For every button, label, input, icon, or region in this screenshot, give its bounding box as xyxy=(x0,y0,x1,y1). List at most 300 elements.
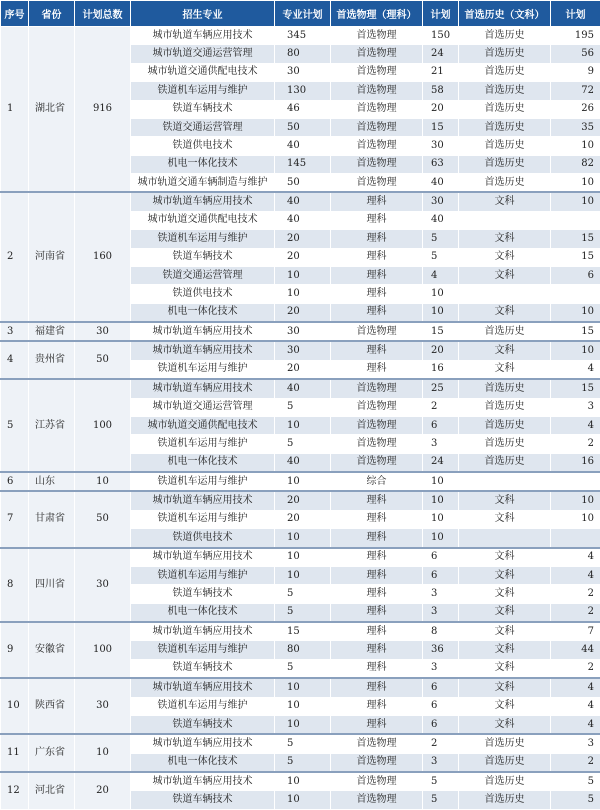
physics-track: 首选物理 xyxy=(331,174,423,193)
history-track: 文科 xyxy=(459,491,551,510)
history-plan: 2 xyxy=(551,585,600,603)
history-track: 文科 xyxy=(459,566,551,584)
plan-table-body xyxy=(1,27,600,810)
major-plan: 10 xyxy=(275,548,331,567)
history-plan: 2 xyxy=(551,603,600,622)
physics-track: 理科 xyxy=(331,548,423,567)
major-plan: 10 xyxy=(275,566,331,584)
physics-track: 首选物理 xyxy=(331,379,423,398)
major-name: 城市轨道车辆应用技术 xyxy=(131,772,275,791)
province-name: 广东省 xyxy=(29,734,75,772)
physics-plan: 16 xyxy=(423,360,459,379)
history-plan: 6 xyxy=(551,266,600,284)
history-track: 文科 xyxy=(459,341,551,360)
major-plan: 20 xyxy=(275,360,331,379)
header-physics-plan: 计划 xyxy=(423,1,459,27)
history-plan: 26 xyxy=(551,100,600,118)
history-plan: 10 xyxy=(551,174,600,193)
major-plan: 40 xyxy=(275,137,331,155)
history-track: 文科 xyxy=(459,585,551,603)
table-row xyxy=(1,472,600,491)
physics-track: 理科 xyxy=(331,266,423,284)
history-track: 文科 xyxy=(459,622,551,641)
major-name: 铁道供电技术 xyxy=(131,285,275,303)
history-track: 首选历史 xyxy=(459,435,551,453)
major-plan: 40 xyxy=(275,211,331,229)
province-total-plan: 100 xyxy=(75,622,131,678)
major-plan: 10 xyxy=(275,285,331,303)
physics-plan: 21 xyxy=(423,63,459,81)
major-name: 城市轨道车辆应用技术 xyxy=(131,379,275,398)
history-track: 首选历史 xyxy=(459,453,551,472)
physics-plan: 58 xyxy=(423,82,459,100)
history-track: 文科 xyxy=(459,266,551,284)
history-plan: 10 xyxy=(551,303,600,322)
header-province: 省份 xyxy=(29,1,75,27)
history-plan xyxy=(551,285,600,303)
major-plan: 15 xyxy=(275,622,331,641)
physics-track: 理科 xyxy=(331,697,423,715)
physics-plan: 8 xyxy=(423,622,459,641)
province-name: 河北省 xyxy=(29,772,75,809)
major-name: 城市轨道车辆应用技术 xyxy=(131,734,275,753)
history-plan: 56 xyxy=(551,45,600,63)
history-track: 首选历史 xyxy=(459,398,551,416)
physics-plan: 40 xyxy=(423,211,459,229)
history-plan: 15 xyxy=(551,379,600,398)
history-plan: 15 xyxy=(551,248,600,266)
province-name: 贵州省 xyxy=(29,341,75,379)
physics-track: 理科 xyxy=(331,360,423,379)
major-plan: 10 xyxy=(275,266,331,284)
history-track: 文科 xyxy=(459,697,551,715)
major-name: 机电一体化技术 xyxy=(131,303,275,322)
history-track: 文科 xyxy=(459,230,551,248)
physics-track: 理科 xyxy=(331,303,423,322)
major-plan: 20 xyxy=(275,510,331,528)
major-name: 城市轨道交通车辆制造与维护 xyxy=(131,174,275,193)
major-plan: 30 xyxy=(275,322,331,341)
history-track: 首选历史 xyxy=(459,155,551,173)
physics-plan: 5 xyxy=(423,230,459,248)
physics-track: 首选物理 xyxy=(331,398,423,416)
physics-track: 理科 xyxy=(331,211,423,229)
major-name: 城市轨道交通供配电技术 xyxy=(131,211,275,229)
major-plan: 5 xyxy=(275,435,331,453)
history-plan: 15 xyxy=(551,322,600,341)
physics-plan: 15 xyxy=(423,322,459,341)
history-plan: 4 xyxy=(551,697,600,715)
physics-track: 首选物理 xyxy=(331,753,423,772)
history-plan xyxy=(551,529,600,548)
physics-plan: 15 xyxy=(423,118,459,136)
major-plan: 20 xyxy=(275,248,331,266)
physics-plan: 24 xyxy=(423,45,459,63)
history-track xyxy=(459,529,551,548)
province-total-plan: 100 xyxy=(75,379,131,472)
major-name: 铁道供电技术 xyxy=(131,529,275,548)
history-plan: 15 xyxy=(551,230,600,248)
major-name: 铁道车辆技术 xyxy=(131,248,275,266)
history-track: 首选历史 xyxy=(459,82,551,100)
physics-plan: 25 xyxy=(423,379,459,398)
major-name: 城市轨道车辆应用技术 xyxy=(131,548,275,567)
major-plan: 10 xyxy=(275,715,331,734)
header-history-track: 首选历史（文科） xyxy=(459,1,551,27)
physics-plan: 6 xyxy=(423,416,459,434)
physics-plan: 6 xyxy=(423,678,459,697)
major-name: 铁道机车运用与维护 xyxy=(131,230,275,248)
history-plan: 2 xyxy=(551,753,600,772)
province-total-plan: 30 xyxy=(75,548,131,623)
physics-plan: 20 xyxy=(423,100,459,118)
history-plan xyxy=(551,211,600,229)
row-index: 3 xyxy=(1,322,29,341)
table-row xyxy=(1,322,600,341)
major-plan: 80 xyxy=(275,45,331,63)
major-plan: 130 xyxy=(275,82,331,100)
history-track: 首选历史 xyxy=(459,118,551,136)
table-row xyxy=(1,548,600,567)
physics-track: 理科 xyxy=(331,603,423,622)
physics-track: 首选物理 xyxy=(331,435,423,453)
major-name: 铁道交通运营管理 xyxy=(131,266,275,284)
header-index: 序号 xyxy=(1,1,29,27)
history-track xyxy=(459,211,551,229)
major-plan: 10 xyxy=(275,791,331,809)
header-total-plan: 计划总数 xyxy=(75,1,131,27)
physics-plan: 3 xyxy=(423,585,459,603)
major-plan: 20 xyxy=(275,303,331,322)
physics-track: 理科 xyxy=(331,585,423,603)
row-index: 10 xyxy=(1,678,29,734)
physics-plan: 30 xyxy=(423,192,459,211)
row-index: 1 xyxy=(1,27,29,193)
physics-plan: 4 xyxy=(423,266,459,284)
major-name: 城市轨道车辆应用技术 xyxy=(131,27,275,45)
major-name: 铁道机车运用与维护 xyxy=(131,435,275,453)
province-name: 陕西省 xyxy=(29,678,75,734)
major-name: 机电一体化技术 xyxy=(131,603,275,622)
row-index: 9 xyxy=(1,622,29,678)
major-plan: 345 xyxy=(275,27,331,45)
major-plan: 10 xyxy=(275,529,331,548)
major-plan: 50 xyxy=(275,118,331,136)
physics-plan: 3 xyxy=(423,603,459,622)
major-plan: 20 xyxy=(275,491,331,510)
physics-track: 首选物理 xyxy=(331,82,423,100)
physics-track: 首选物理 xyxy=(331,63,423,81)
history-plan: 16 xyxy=(551,453,600,472)
physics-plan: 10 xyxy=(423,510,459,528)
history-plan: 5 xyxy=(551,772,600,791)
history-plan: 4 xyxy=(551,416,600,434)
physics-track: 首选物理 xyxy=(331,453,423,472)
history-plan: 4 xyxy=(551,566,600,584)
physics-track: 理科 xyxy=(331,678,423,697)
physics-plan: 5 xyxy=(423,791,459,809)
history-plan: 4 xyxy=(551,678,600,697)
major-name: 城市轨道车辆应用技术 xyxy=(131,491,275,510)
province-name: 福建省 xyxy=(29,322,75,341)
province-name: 安徽省 xyxy=(29,622,75,678)
history-track: 文科 xyxy=(459,360,551,379)
province-name: 山东 xyxy=(29,472,75,491)
major-name: 铁道车辆技术 xyxy=(131,715,275,734)
physics-track: 理科 xyxy=(331,192,423,211)
history-plan: 4 xyxy=(551,715,600,734)
physics-track: 首选物理 xyxy=(331,137,423,155)
history-plan: 7 xyxy=(551,622,600,641)
major-plan: 10 xyxy=(275,416,331,434)
physics-plan: 10 xyxy=(423,472,459,491)
major-plan: 40 xyxy=(275,192,331,211)
header-major: 招生专业 xyxy=(131,1,275,27)
history-track: 首选历史 xyxy=(459,772,551,791)
physics-track: 首选物理 xyxy=(331,416,423,434)
major-plan: 5 xyxy=(275,734,331,753)
province-name: 四川省 xyxy=(29,548,75,623)
table-row xyxy=(1,734,600,753)
history-track: 首选历史 xyxy=(459,322,551,341)
province-total-plan: 50 xyxy=(75,491,131,547)
physics-plan: 10 xyxy=(423,303,459,322)
major-plan: 5 xyxy=(275,398,331,416)
history-plan: 35 xyxy=(551,118,600,136)
header-row xyxy=(1,1,600,27)
table-row xyxy=(1,341,600,360)
table-row xyxy=(1,678,600,697)
history-track: 首选历史 xyxy=(459,137,551,155)
physics-plan: 40 xyxy=(423,174,459,193)
history-plan: 82 xyxy=(551,155,600,173)
province-total-plan: 30 xyxy=(75,322,131,341)
history-track: 文科 xyxy=(459,715,551,734)
history-track: 文科 xyxy=(459,659,551,678)
history-track: 首选历史 xyxy=(459,100,551,118)
major-plan: 30 xyxy=(275,341,331,360)
history-track: 文科 xyxy=(459,303,551,322)
physics-plan: 3 xyxy=(423,659,459,678)
physics-plan: 20 xyxy=(423,341,459,360)
province-total-plan: 50 xyxy=(75,341,131,379)
history-track: 首选历史 xyxy=(459,63,551,81)
history-track: 首选历史 xyxy=(459,734,551,753)
history-plan: 3 xyxy=(551,398,600,416)
major-plan: 40 xyxy=(275,453,331,472)
major-plan: 80 xyxy=(275,641,331,659)
table-row xyxy=(1,27,600,45)
physics-plan: 6 xyxy=(423,697,459,715)
history-plan: 10 xyxy=(551,341,600,360)
major-plan: 10 xyxy=(275,678,331,697)
major-plan: 30 xyxy=(275,63,331,81)
history-track: 文科 xyxy=(459,548,551,567)
header-major-plan: 专业计划 xyxy=(275,1,331,27)
physics-track: 理科 xyxy=(331,641,423,659)
province-name: 河南省 xyxy=(29,192,75,322)
physics-plan: 2 xyxy=(423,734,459,753)
physics-track: 理科 xyxy=(331,341,423,360)
header-physics-track: 首选物理（理科） xyxy=(331,1,423,27)
physics-track: 首选物理 xyxy=(331,27,423,45)
history-track: 首选历史 xyxy=(459,753,551,772)
row-index: 12 xyxy=(1,772,29,809)
major-name: 城市轨道车辆应用技术 xyxy=(131,322,275,341)
major-plan: 5 xyxy=(275,585,331,603)
physics-track: 理科 xyxy=(331,248,423,266)
history-track: 首选历史 xyxy=(459,379,551,398)
physics-track: 综合 xyxy=(331,472,423,491)
history-track: 文科 xyxy=(459,248,551,266)
major-name: 城市轨道车辆应用技术 xyxy=(131,678,275,697)
history-plan: 10 xyxy=(551,137,600,155)
major-plan: 5 xyxy=(275,603,331,622)
physics-track: 首选物理 xyxy=(331,118,423,136)
province-name: 江苏省 xyxy=(29,379,75,472)
history-track: 首选历史 xyxy=(459,174,551,193)
physics-track: 首选物理 xyxy=(331,155,423,173)
table-row xyxy=(1,379,600,398)
major-name: 铁道机车运用与维护 xyxy=(131,82,275,100)
province-total-plan: 10 xyxy=(75,734,131,772)
physics-track: 首选物理 xyxy=(331,791,423,809)
history-track: 首选历史 xyxy=(459,791,551,809)
province-total-plan: 20 xyxy=(75,772,131,809)
physics-plan: 24 xyxy=(423,453,459,472)
physics-track: 首选物理 xyxy=(331,322,423,341)
major-name: 城市轨道交通供配电技术 xyxy=(131,63,275,81)
major-plan: 10 xyxy=(275,697,331,715)
physics-track: 首选物理 xyxy=(331,772,423,791)
major-plan: 50 xyxy=(275,174,331,193)
major-name: 城市轨道车辆应用技术 xyxy=(131,622,275,641)
history-plan: 10 xyxy=(551,510,600,528)
major-name: 铁道机车运用与维护 xyxy=(131,472,275,491)
physics-plan: 10 xyxy=(423,491,459,510)
history-track: 首选历史 xyxy=(459,416,551,434)
major-name: 城市轨道交通运营管理 xyxy=(131,398,275,416)
physics-track: 理科 xyxy=(331,510,423,528)
physics-plan: 3 xyxy=(423,435,459,453)
major-name: 铁道车辆技术 xyxy=(131,585,275,603)
history-plan: 195 xyxy=(551,27,600,45)
major-name: 铁道车辆技术 xyxy=(131,659,275,678)
physics-plan: 10 xyxy=(423,285,459,303)
table-row xyxy=(1,622,600,641)
history-plan: 10 xyxy=(551,192,600,211)
major-name: 铁道交通运营管理 xyxy=(131,118,275,136)
physics-plan: 6 xyxy=(423,566,459,584)
major-name: 铁道供电技术 xyxy=(131,137,275,155)
history-track: 首选历史 xyxy=(459,27,551,45)
row-index: 4 xyxy=(1,341,29,379)
row-index: 11 xyxy=(1,734,29,772)
history-track: 文科 xyxy=(459,192,551,211)
major-plan: 10 xyxy=(275,772,331,791)
province-name: 甘肃省 xyxy=(29,491,75,547)
physics-track: 理科 xyxy=(331,566,423,584)
major-plan: 46 xyxy=(275,100,331,118)
history-track: 文科 xyxy=(459,603,551,622)
row-index: 8 xyxy=(1,548,29,623)
major-name: 铁道机车运用与维护 xyxy=(131,510,275,528)
major-name: 铁道车辆技术 xyxy=(131,100,275,118)
header-history-plan: 计划 xyxy=(551,1,600,27)
major-name: 铁道车辆技术 xyxy=(131,791,275,809)
history-plan: 10 xyxy=(551,491,600,510)
physics-track: 理科 xyxy=(331,529,423,548)
history-plan: 4 xyxy=(551,360,600,379)
table-row xyxy=(1,491,600,510)
major-plan: 20 xyxy=(275,230,331,248)
row-index: 6 xyxy=(1,472,29,491)
physics-track: 理科 xyxy=(331,715,423,734)
major-name: 铁道机车运用与维护 xyxy=(131,641,275,659)
history-track: 文科 xyxy=(459,641,551,659)
physics-plan: 2 xyxy=(423,398,459,416)
physics-track: 理科 xyxy=(331,622,423,641)
history-plan: 3 xyxy=(551,734,600,753)
physics-track: 理科 xyxy=(331,285,423,303)
physics-plan: 10 xyxy=(423,529,459,548)
physics-track: 理科 xyxy=(331,230,423,248)
physics-track: 首选物理 xyxy=(331,734,423,753)
history-plan: 72 xyxy=(551,82,600,100)
major-name: 机电一体化技术 xyxy=(131,753,275,772)
physics-plan: 30 xyxy=(423,137,459,155)
province-total-plan: 160 xyxy=(75,192,131,322)
major-name: 铁道机车运用与维护 xyxy=(131,566,275,584)
province-name: 湖北省 xyxy=(29,27,75,193)
history-plan xyxy=(551,472,600,491)
physics-plan: 6 xyxy=(423,715,459,734)
table-row xyxy=(1,772,600,791)
physics-track: 理科 xyxy=(331,659,423,678)
major-plan: 5 xyxy=(275,659,331,678)
major-plan: 10 xyxy=(275,472,331,491)
major-plan: 40 xyxy=(275,379,331,398)
major-name: 城市轨道交通供配电技术 xyxy=(131,416,275,434)
major-plan: 145 xyxy=(275,155,331,173)
province-total-plan: 916 xyxy=(75,27,131,193)
physics-track: 首选物理 xyxy=(331,100,423,118)
physics-track: 首选物理 xyxy=(331,45,423,63)
history-track: 首选历史 xyxy=(459,45,551,63)
major-name: 铁道机车运用与维护 xyxy=(131,360,275,379)
history-plan: 9 xyxy=(551,63,600,81)
row-index: 7 xyxy=(1,491,29,547)
history-plan: 44 xyxy=(551,641,600,659)
province-total-plan: 10 xyxy=(75,472,131,491)
history-plan: 5 xyxy=(551,791,600,809)
major-name: 机电一体化技术 xyxy=(131,453,275,472)
physics-plan: 63 xyxy=(423,155,459,173)
major-name: 铁道机车运用与维护 xyxy=(131,697,275,715)
major-name: 城市轨道车辆应用技术 xyxy=(131,192,275,211)
history-plan: 4 xyxy=(551,548,600,567)
row-index: 5 xyxy=(1,379,29,472)
physics-plan: 5 xyxy=(423,772,459,791)
major-name: 城市轨道交通运营管理 xyxy=(131,45,275,63)
history-track xyxy=(459,285,551,303)
row-index: 2 xyxy=(1,192,29,322)
history-track xyxy=(459,472,551,491)
physics-plan: 6 xyxy=(423,548,459,567)
history-track: 文科 xyxy=(459,510,551,528)
major-plan: 5 xyxy=(275,753,331,772)
table-row xyxy=(1,192,600,211)
